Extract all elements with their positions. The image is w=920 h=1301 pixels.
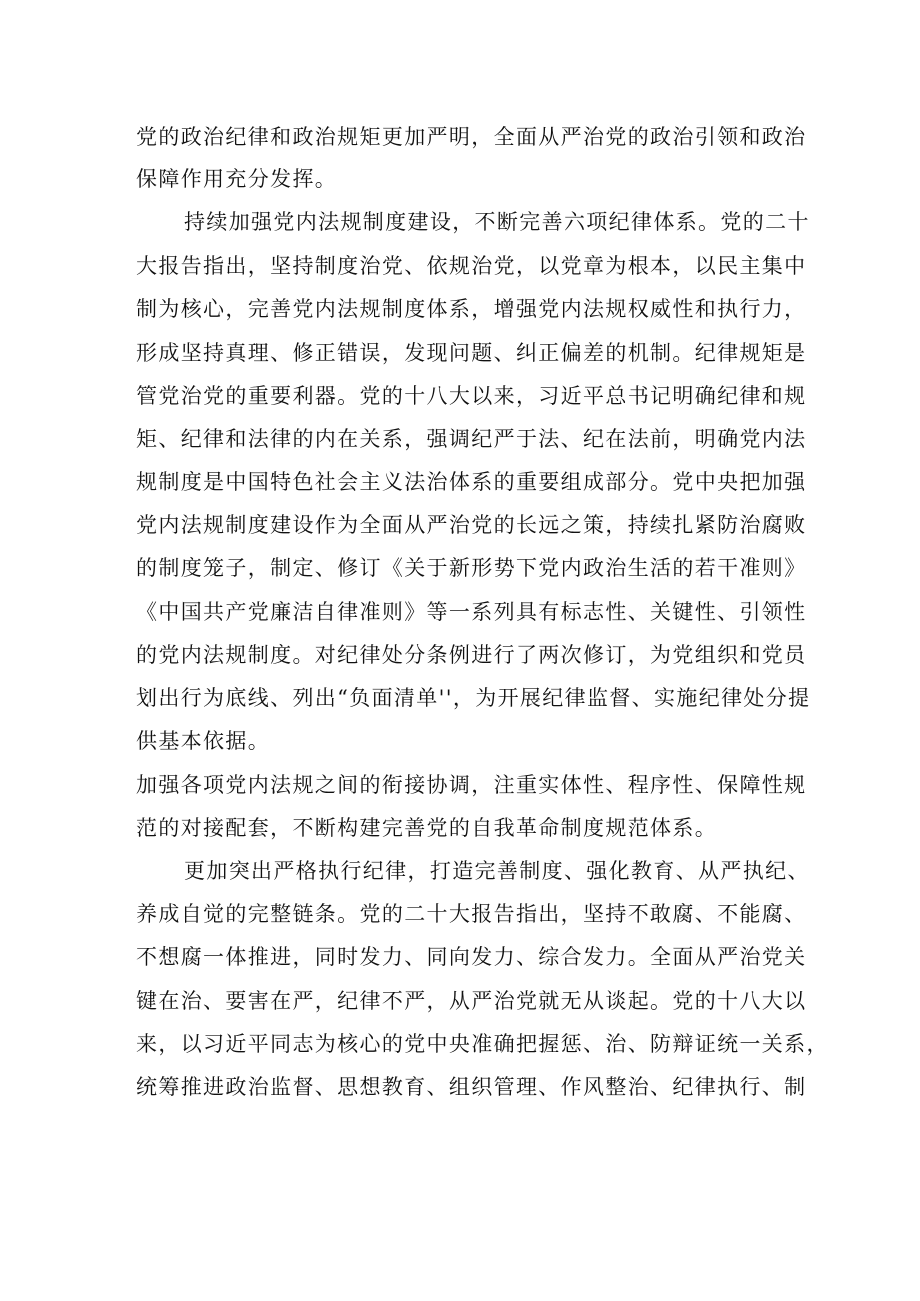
text-line: 加强各项党内法规之间的衔接协调，注重实体性、程序性、保障性规 (136, 773, 807, 797)
text-line: 形成坚持真理、修正错误，发现问题、纠正偏差的机制。纪律规矩是 (136, 341, 807, 365)
text-line: 统筹推进政治监督、思想教育、组织管理、作风整治、纪律执行、制 (136, 1075, 807, 1099)
text-line: 的党内法规制度。对纪律处分条例进行了两次修订，为党组织和党员 (136, 643, 807, 667)
text-line: 的制度笼子，制定、修订《关于新形势下党内政治生活的若干准则》 (136, 556, 807, 580)
text-line: 矩、纪律和法律的内在关系，强调纪严于法、纪在法前，明确党内法 (136, 427, 807, 451)
text-line: 大报告指出，坚持制度治党、依规治党，以党章为根本，以民主集中 (136, 254, 807, 278)
text-line: 不想腐一体推进，同时发力、同向发力、综合发力。全面从严治党关 (136, 945, 807, 969)
paragraph-start-line: 更加突出严格执行纪律，打造完善制度、强化教育、从严执纪、 (184, 859, 810, 883)
text-line: 范的对接配套，不断构建完善党的自我革命制度规范体系。 (136, 816, 718, 840)
text-line: 党内法规制度建设作为全面从严治党的长远之策，持续扎紧防治腐败 (136, 513, 807, 537)
text-line: 党的政治纪律和政治规矩更加严明，全面从严治党的政治引领和政治 (136, 125, 807, 149)
text-line: 供基本依据。 (136, 729, 271, 753)
text-line: 规制度是中国特色社会主义法治体系的重要组成部分。党中央把加强 (136, 470, 807, 494)
text-line: 键在治、要害在严，纪律不严，从严治党就无从谈起。党的十八大以 (136, 989, 807, 1013)
text-line: 《中国共产党廉洁自律准则》等一系列具有标志性、关键性、引领性 (136, 600, 807, 624)
text-line: 制为核心，完善党内法规制度体系，增强党内法规权威性和执行力， (136, 297, 807, 321)
text-line: 养成自觉的完整链条。党的二十大报告指出，坚持不敢腐、不能腐、 (136, 902, 807, 926)
text-line: 来，以习近平同志为核心的党中央准确把握惩、治、防辩证统一关系， (136, 1032, 829, 1056)
text-line: 管党治党的重要利器。党的十八大以来，习近平总书记明确纪律和规 (136, 384, 807, 408)
paragraph-start-line: 持续加强党内法规制度建设，不断完善六项纪律体系。党的二十 (184, 210, 810, 234)
text-line: 保障作用充分发挥。 (136, 167, 338, 191)
text-line: 划出行为底线、列出“负面清单''，为开展纪律监督、实施纪律处分提 (136, 686, 811, 710)
